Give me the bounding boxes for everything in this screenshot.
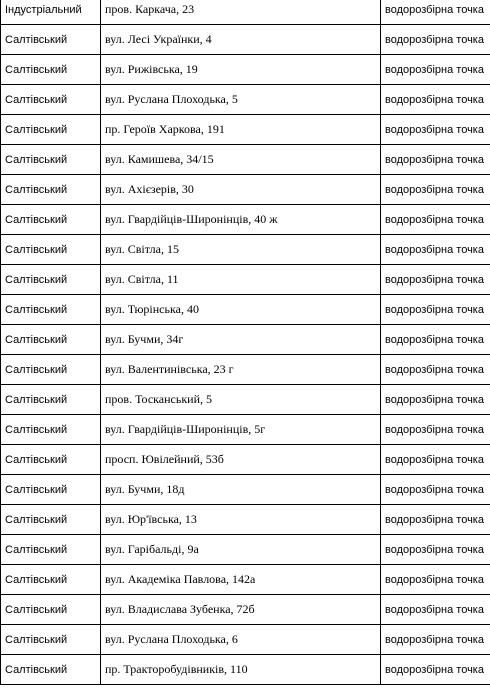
facility-type-cell: водорозбірна точка	[381, 385, 490, 415]
facility-type-cell: водорозбірна точка	[381, 145, 490, 175]
address-cell: пров. Тосканський, 5	[101, 385, 381, 415]
facility-type-cell: водорозбірна точка	[381, 325, 490, 355]
table-row	[1, 25, 490, 55]
facility-type-cell: водорозбірна точка	[381, 175, 490, 205]
address-cell: пр. Героїв Харкова, 191	[101, 115, 381, 145]
facility-type-cell: водорозбірна точка	[381, 265, 490, 295]
address-cell: вул. Тюрінська, 40	[101, 295, 381, 325]
table-row	[1, 415, 490, 445]
facility-type-cell: водорозбірна точка	[381, 655, 490, 685]
district-cell: Салтівський	[1, 655, 101, 685]
facility-type-cell: водорозбірна точка	[381, 505, 490, 535]
district-cell: Салтівський	[1, 595, 101, 625]
district-cell: Салтівський	[1, 535, 101, 565]
address-cell: вул. Бучми, 18д	[101, 475, 381, 505]
address-cell: вул. Гарібальді, 9а	[101, 535, 381, 565]
facility-type-cell: водорозбірна точка	[381, 55, 490, 85]
facility-type-cell: водорозбірна точка	[381, 595, 490, 625]
address-cell: вул. Камишева, 34/15	[101, 145, 381, 175]
address-cell: вул. Гвардійців-Широнінців, 40 ж	[101, 205, 381, 235]
table-body	[1, 0, 490, 685]
address-cell: вул. Владислава Зубенка, 72б	[101, 595, 381, 625]
district-cell: Салтівський	[1, 115, 101, 145]
table-row	[1, 85, 490, 115]
district-cell: Салтівський	[1, 385, 101, 415]
district-cell: Салтівський	[1, 505, 101, 535]
table-row	[1, 655, 490, 685]
table-row	[1, 205, 490, 235]
table-row	[1, 235, 490, 265]
address-cell: пр. Тракторобудівників, 110	[101, 655, 381, 685]
table-row	[1, 445, 490, 475]
table-row	[1, 535, 490, 565]
district-cell: Салтівський	[1, 25, 101, 55]
facility-type-cell: водорозбірна точка	[381, 25, 490, 55]
district-cell: Салтівський	[1, 235, 101, 265]
table-row	[1, 505, 490, 535]
facility-type-cell: водорозбірна точка	[381, 475, 490, 505]
table-row	[1, 0, 490, 25]
address-cell: вул. Валентинівська, 23 г	[101, 355, 381, 385]
address-cell: вул. Руслана Плоходька, 5	[101, 85, 381, 115]
table-row	[1, 625, 490, 655]
table-row	[1, 145, 490, 175]
address-cell: вул. Руслана Плоходька, 6	[101, 625, 381, 655]
table-row	[1, 325, 490, 355]
district-cell: Салтівський	[1, 445, 101, 475]
district-cell: Салтівський	[1, 475, 101, 505]
address-cell: вул. Ахієзерів, 30	[101, 175, 381, 205]
facility-type-cell: водорозбірна точка	[381, 535, 490, 565]
district-cell: Салтівський	[1, 85, 101, 115]
address-cell: вул. Гвардійців-Широнінців, 5г	[101, 415, 381, 445]
facility-type-cell: водорозбірна точка	[381, 295, 490, 325]
table-row	[1, 265, 490, 295]
table-row	[1, 295, 490, 325]
district-cell: Салтівський	[1, 625, 101, 655]
district-cell: Салтівський	[1, 295, 101, 325]
facility-type-cell: водорозбірна точка	[381, 235, 490, 265]
facility-type-cell: водорозбірна точка	[381, 0, 490, 25]
district-cell: Салтівський	[1, 145, 101, 175]
address-cell: вул. Юр'ївська, 13	[101, 505, 381, 535]
address-cell: вул. Рижівська, 19	[101, 55, 381, 85]
district-cell: Салтівський	[1, 415, 101, 445]
table-row	[1, 115, 490, 145]
address-cell: вул. Лесі Українки, 4	[101, 25, 381, 55]
table-row	[1, 565, 490, 595]
district-cell: Салтівський	[1, 55, 101, 85]
district-cell: Салтівський	[1, 325, 101, 355]
district-cell: Салтівський	[1, 565, 101, 595]
address-cell: вул. Бучми, 34г	[101, 325, 381, 355]
table-row	[1, 475, 490, 505]
table-row	[1, 355, 490, 385]
district-cell: Салтівський	[1, 175, 101, 205]
facility-type-cell: водорозбірна точка	[381, 565, 490, 595]
address-cell: просп. Ювілейний, 53б	[101, 445, 381, 475]
district-cell: Салтівський	[1, 205, 101, 235]
facility-type-cell: водорозбірна точка	[381, 205, 490, 235]
facility-type-cell: водорозбірна точка	[381, 445, 490, 475]
address-cell: вул. Світла, 15	[101, 235, 381, 265]
address-cell: пров. Каркача, 23	[101, 0, 381, 25]
facility-type-cell: водорозбірна точка	[381, 355, 490, 385]
address-cell: вул. Світла, 11	[101, 265, 381, 295]
table-row	[1, 55, 490, 85]
district-cell: Індустріальний	[1, 0, 101, 25]
facility-type-cell: водорозбірна точка	[381, 625, 490, 655]
district-cell: Салтівський	[1, 265, 101, 295]
table-row	[1, 385, 490, 415]
address-cell: вул. Академіка Павлова, 142а	[101, 565, 381, 595]
facility-type-cell: водорозбірна точка	[381, 415, 490, 445]
facility-type-cell: водорозбірна точка	[381, 115, 490, 145]
facility-type-cell: водорозбірна точка	[381, 85, 490, 115]
district-cell: Салтівський	[1, 355, 101, 385]
table-row	[1, 595, 490, 625]
table-row	[1, 175, 490, 205]
